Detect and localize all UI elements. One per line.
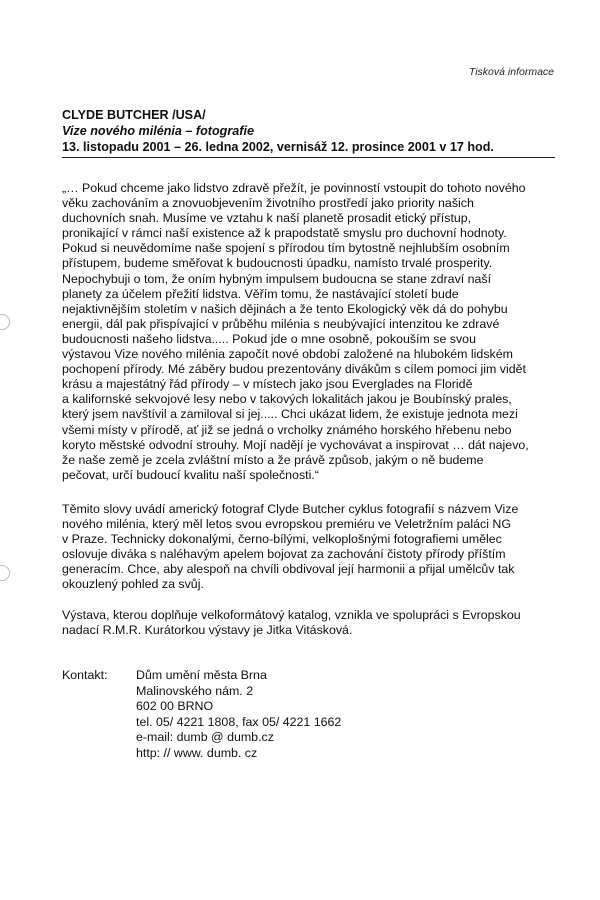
contact-organization: Dům umění města Brna [136, 668, 267, 682]
text-line: Nepochybuji o tom, že oním hybným impulsem budoucna se stane zdraví naší [62, 271, 492, 286]
text-line: všemi místy v přírodě, ať již se jedná o vrcholky známého horského hřebenu nebo [62, 422, 512, 437]
text-line: výstavou Vize nového milénia započít nové období založené na hlubokém lidském [62, 347, 513, 362]
punch-hole-mark [0, 565, 10, 581]
text-line: koryto městské odvodní strouhy. Mojí nadějí je vychovávat a inspirovat … dát najevo, [62, 437, 529, 452]
contact-label: Kontakt: [62, 668, 108, 682]
text-line: Těmito slovy uvádí americký fotograf Clyde Butcher cyklus fotografií s názvem Vize [62, 502, 519, 516]
text-line: pronikající v rámci naší existence až k prapodstatě smyslu pro duchovní hodnoty. [62, 226, 507, 241]
title-divider [62, 157, 555, 158]
document-type-label: Tisková informace [468, 66, 554, 78]
exhibition-title: Vize nového milénia – fotografie [62, 124, 254, 138]
contact-phone-fax: tel. 05/ 4221 1808, fax 05/ 4221 1662 [136, 714, 342, 729]
punch-hole-mark [0, 314, 10, 330]
text-line: generacím. Chce, aby alespoň na chvíli obdivoval její harmonii a přijal umělcův tak [62, 562, 515, 577]
text-line: přístupem, budeme směřovat k budoucnosti úpadku, namísto trvalé prosperity. [62, 256, 493, 271]
text-line: nového milénia, který měl letos svou evropskou premiéru ve Veletržním paláci NG [62, 517, 512, 532]
text-line: Pokud si neuvědomíme naše spojení s přírodou tím bytostně nejhlubším osobním [62, 241, 510, 256]
text-line: že naše země je zcela zvláštní místo a že právě způsob, jakým o ně budeme [62, 452, 484, 467]
text-line: duchovních snah. Musíme ve vztahu k naší planetě prosadit etický přístup, [62, 211, 472, 226]
contact-city: 602 00 BRNO [136, 699, 214, 713]
title-block [62, 107, 552, 155]
text-line: planety za účelem přežití lidstva. Věřím tomu, že nastávající století bude [62, 286, 459, 301]
text-line: energii, dál pak přispívající v průběhu milénia s neubývající intenzitou ke zdravé [62, 316, 500, 331]
text-line: nadací R.M.R. Kurátorkou výstavy je Jitka Vitásková. [62, 623, 353, 638]
text-line: oslovuje diváka s naléhavým apelem bojovat za zachování čistoty přírody příštím [62, 547, 506, 562]
catalogue-paragraph [62, 608, 540, 638]
exhibition-dates: 13. listopadu 2001 – 26. ledna 2002, vernisáž 12. prosince 2001 v 17 hod. [62, 140, 494, 154]
text-line: který jsem navštívil a zamiloval si jej..... Chci ukázat lidem, že existuje jednota mezi [62, 407, 518, 422]
artist-title: CLYDE BUTCHER /USA/ [62, 108, 206, 122]
contact-street: Malinovského nám. 2 [136, 683, 254, 698]
contact-email: e-mail: dumb @ dumb.cz [136, 730, 274, 744]
text-line: „… Pokud chceme jako lidstvo zdravě přežít, je povinností vstoupit do tohoto nového [62, 181, 526, 195]
introduction-paragraph [62, 502, 540, 593]
artist-quote-paragraph [62, 181, 540, 483]
text-line: v Praze. Technicky dokonalými, černo-bílými, velkoplošnými fotografiemi umělec [62, 532, 502, 547]
text-line: krásu a majestátný řád přírody – v místech jako jsou Everglades na Floridě [62, 377, 473, 392]
text-line: pochopení přírody. Mé záběry budou prezentovány divákům s cílem pomoci jim vidět [62, 362, 526, 377]
contact-details [136, 668, 341, 761]
text-line: věku zachováním a znovuobjevením životního prostředí jako priority našich [62, 196, 474, 211]
text-line: a kalifornské sekvojové lesy nebo v takových lokalitách jakou je Boubínský prales, [62, 392, 512, 407]
contact-website: http: // www. dumb. cz [136, 745, 258, 760]
text-line: okouzlený pohled za svůj. [62, 577, 204, 592]
text-line: nejaktivnějším stoletím v našich dějinách a že tento Ekologický věk dá do pohybu [62, 301, 508, 316]
text-line: budoucnosti našeho lidstva..... Pokud jde o mne osobně, pokouším se svou [62, 331, 476, 346]
text-line: pečovat, určí budoucí kvalitu naší společnosti.“ [62, 467, 319, 482]
text-line: Výstava, kterou doplňuje velkoformátový katalog, vznikla ve spolupráci s Evropskou [62, 608, 521, 622]
